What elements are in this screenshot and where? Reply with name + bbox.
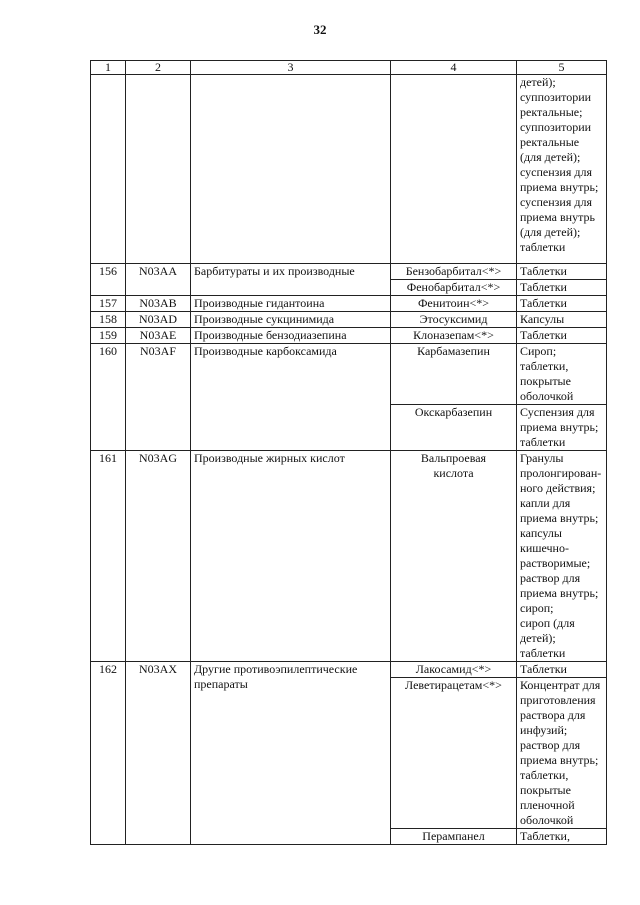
cell-drug-name: Леветирацетам<*> xyxy=(391,678,517,829)
header-row xyxy=(91,61,607,75)
table-row xyxy=(91,296,607,312)
cell-dosage-form: Таблетки xyxy=(517,280,607,296)
table-row xyxy=(91,344,607,405)
cell-drug-name: Лакосамид<*> xyxy=(391,662,517,678)
table-row xyxy=(91,662,607,678)
cell-dosage-form: Концентрат для приготовления раствора для инфузий; раствор для приема внутрь; таблетки, покрытые пленочной оболочкой xyxy=(517,678,607,829)
cell-atc-code: N03AF xyxy=(126,344,191,451)
cell-row-number: 156 xyxy=(91,264,126,296)
column-header: 5 xyxy=(517,61,607,75)
page-number: 32 xyxy=(313,22,327,37)
cell-drug-name: Фенобарбитал<*> xyxy=(391,280,517,296)
table-row xyxy=(91,312,607,328)
cell-atc-code: N03AX xyxy=(126,662,191,845)
cell-dosage-form: Гранулы пролонгирован- ного действия; капли для приема внутрь; капсулы кишечно- растворимые; раствор для приема внутрь; сироп; сироп (для детей); таблетки xyxy=(517,451,607,662)
cell-drug-name: Фенитоин<*> xyxy=(391,296,517,312)
column-header: 1 xyxy=(91,61,126,75)
table-row xyxy=(91,328,607,344)
cell-dosage-form: детей); суппозитории ректальные; суппозитории ректальные (для детей); суспензия для приема внутрь; суспензия для приема внутрь (для детей); таблетки xyxy=(517,75,607,264)
cell-dosage-form: Таблетки xyxy=(517,328,607,344)
cell-dosage-form: Таблетки xyxy=(517,662,607,678)
cell-empty xyxy=(126,75,191,264)
table-row xyxy=(91,264,607,280)
cell-empty xyxy=(391,75,517,264)
cell-dosage-form: Сироп; таблетки, покрытые оболочкой xyxy=(517,344,607,405)
continuation-row xyxy=(91,75,607,264)
cell-drug-name: Этосуксимид xyxy=(391,312,517,328)
cell-group-name: Производные карбоксамида xyxy=(191,344,391,451)
cell-drug-name: Бензобарбитал<*> xyxy=(391,264,517,280)
cell-atc-code: N03AG xyxy=(126,451,191,662)
cell-atc-code: N03AA xyxy=(126,264,191,296)
cell-dosage-form: Таблетки xyxy=(517,264,607,280)
cell-drug-name: Вальпроевая кислота xyxy=(391,451,517,662)
cell-row-number: 161 xyxy=(91,451,126,662)
column-header: 4 xyxy=(391,61,517,75)
cell-row-number: 159 xyxy=(91,328,126,344)
cell-group-name: Другие противоэпилептические препараты xyxy=(191,662,391,845)
cell-dosage-form: Капсулы xyxy=(517,312,607,328)
cell-row-number: 162 xyxy=(91,662,126,845)
cell-group-name: Производные жирных кислот xyxy=(191,451,391,662)
cell-drug-name: Клоназепам<*> xyxy=(391,328,517,344)
column-header: 2 xyxy=(126,61,191,75)
cell-dosage-form: Таблетки, xyxy=(517,829,607,845)
cell-group-name: Производные гидантоина xyxy=(191,296,391,312)
cell-group-name: Производные бензодиазепина xyxy=(191,328,391,344)
cell-atc-code: N03AB xyxy=(126,296,191,312)
cell-empty xyxy=(91,75,126,264)
cell-row-number: 158 xyxy=(91,312,126,328)
cell-drug-name: Карбамазепин xyxy=(391,344,517,405)
table-row xyxy=(91,451,607,662)
cell-group-name: Производные сукцинимида xyxy=(191,312,391,328)
cell-group-name: Барбитураты и их производные xyxy=(191,264,391,296)
cell-drug-name: Окскарбазепин xyxy=(391,405,517,451)
cell-dosage-form: Таблетки xyxy=(517,296,607,312)
cell-row-number: 157 xyxy=(91,296,126,312)
column-header: 3 xyxy=(191,61,391,75)
cell-drug-name: Перампанел xyxy=(391,829,517,845)
cell-dosage-form: Суспензия для приема внутрь; таблетки xyxy=(517,405,607,451)
drug-table xyxy=(90,60,607,845)
cell-atc-code: N03AD xyxy=(126,312,191,328)
cell-row-number: 160 xyxy=(91,344,126,451)
cell-empty xyxy=(191,75,391,264)
cell-atc-code: N03AE xyxy=(126,328,191,344)
